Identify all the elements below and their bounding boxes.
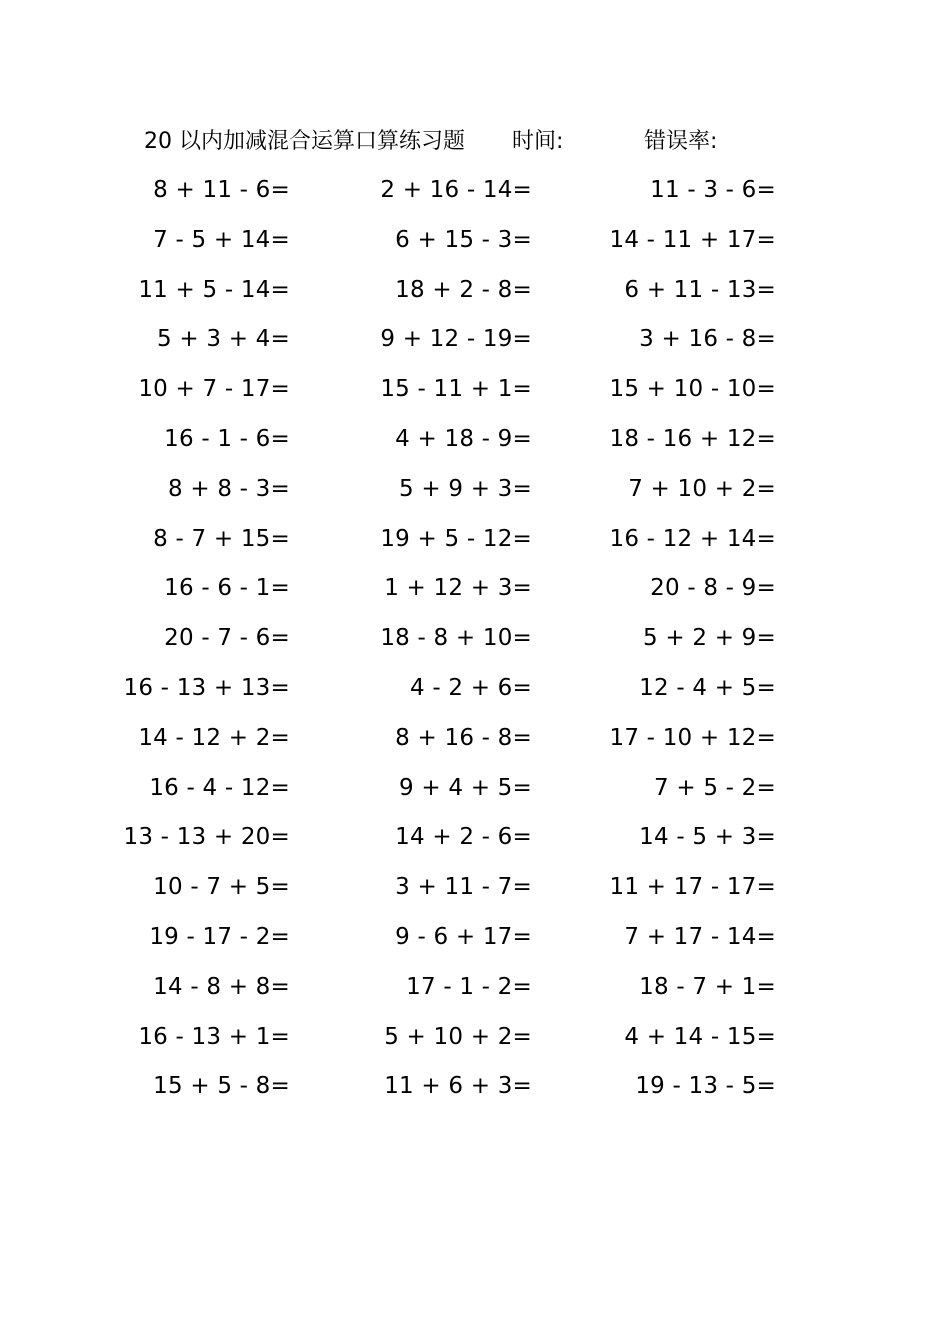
problem: 17 - 1 - 2=: [406, 973, 532, 1000]
problem: 12 - 4 + 5=: [639, 674, 776, 701]
problem: 14 + 2 - 6=: [395, 824, 532, 851]
problem-row: [0, 365, 950, 415]
problem-row: [0, 1013, 950, 1063]
problem: 6 + 11 - 13=: [624, 276, 776, 303]
problem: 4 - 2 + 6=: [410, 674, 532, 701]
problem: 1 + 12 + 3=: [384, 575, 532, 602]
time-label: 时间:: [512, 129, 564, 154]
problem: 7 + 10 + 2=: [628, 475, 776, 502]
problem: 14 - 12 + 2=: [138, 724, 290, 751]
problem: 5 + 10 + 2=: [384, 1023, 532, 1050]
problem: 7 - 5 + 14=: [153, 226, 290, 253]
problem-grid: [0, 166, 950, 1112]
problem-row: [0, 415, 950, 465]
problem-row: [0, 1062, 950, 1112]
problem: 14 - 8 + 8=: [153, 973, 290, 1000]
problem: 4 + 18 - 9=: [395, 425, 532, 452]
problem-row: [0, 266, 950, 316]
problem: 20 - 7 - 6=: [164, 625, 290, 652]
problem: 4 + 14 - 15=: [624, 1023, 776, 1050]
problem-row: [0, 465, 950, 515]
problem: 9 + 12 - 19=: [380, 326, 532, 353]
problem: 9 - 6 + 17=: [395, 923, 532, 950]
problem: 17 - 10 + 12=: [609, 724, 776, 751]
problem: 11 + 6 + 3=: [384, 1073, 532, 1100]
problem-row: [0, 863, 950, 913]
problem-row: [0, 515, 950, 565]
problem: 16 - 12 + 14=: [609, 525, 776, 552]
problem: 8 + 16 - 8=: [395, 724, 532, 751]
problem: 3 + 16 - 8=: [639, 326, 776, 353]
problem: 5 + 9 + 3=: [399, 475, 532, 502]
problem: 11 + 17 - 17=: [609, 874, 776, 901]
problem-row: [0, 913, 950, 963]
problem: 18 + 2 - 8=: [395, 276, 532, 303]
worksheet-title: 20 以内加减混合运算口算练习题: [144, 129, 465, 154]
problem-row: [0, 963, 950, 1013]
problem: 7 + 17 - 14=: [624, 923, 776, 950]
problem-row: [0, 564, 950, 614]
problem: 14 - 5 + 3=: [639, 824, 776, 851]
problem: 16 - 6 - 1=: [164, 575, 290, 602]
problem-row: [0, 813, 950, 863]
problem-row: [0, 315, 950, 365]
problem: 19 + 5 - 12=: [380, 525, 532, 552]
problem-row: [0, 166, 950, 216]
problem: 5 + 3 + 4=: [157, 326, 290, 353]
problem: 15 + 5 - 8=: [153, 1073, 290, 1100]
problem: 6 + 15 - 3=: [395, 226, 532, 253]
problem: 9 + 4 + 5=: [399, 774, 532, 801]
problem: 10 + 7 - 17=: [138, 376, 290, 403]
problem: 16 - 13 + 1=: [138, 1023, 290, 1050]
problem: 3 + 11 - 7=: [395, 874, 532, 901]
problem-row: [0, 764, 950, 814]
problem: 11 + 5 - 14=: [138, 276, 290, 303]
problem: 5 + 2 + 9=: [643, 625, 776, 652]
problem: 19 - 17 - 2=: [149, 923, 290, 950]
problem: 16 - 1 - 6=: [164, 425, 290, 452]
problem: 11 - 3 - 6=: [650, 177, 776, 203]
problem-row: [0, 614, 950, 664]
problem: 8 + 11 - 6=: [153, 177, 290, 203]
worksheet-header: [144, 124, 844, 160]
problem: 7 + 5 - 2=: [654, 774, 776, 801]
problem: 20 - 8 - 9=: [650, 575, 776, 602]
problem: 13 - 13 + 20=: [123, 824, 290, 851]
problem: 16 - 13 + 13=: [123, 674, 290, 701]
problem: 14 - 11 + 17=: [609, 226, 776, 253]
problem: 18 - 8 + 10=: [380, 625, 532, 652]
problem: 15 + 10 - 10=: [609, 376, 776, 403]
problem-row: [0, 216, 950, 266]
problem: 15 - 11 + 1=: [380, 376, 532, 403]
problem: 10 - 7 + 5=: [153, 874, 290, 901]
problem-row: [0, 664, 950, 714]
problem: 19 - 13 - 5=: [635, 1073, 776, 1100]
problem: 8 - 7 + 15=: [153, 525, 290, 552]
problem: 18 - 16 + 12=: [609, 425, 776, 452]
problem-row: [0, 714, 950, 764]
problem: 16 - 4 - 12=: [149, 774, 290, 801]
problem: 2 + 16 - 14=: [380, 177, 532, 203]
problem: 8 + 8 - 3=: [168, 475, 290, 502]
error-rate-label: 错误率:: [644, 129, 718, 154]
problem: 18 - 7 + 1=: [639, 973, 776, 1000]
